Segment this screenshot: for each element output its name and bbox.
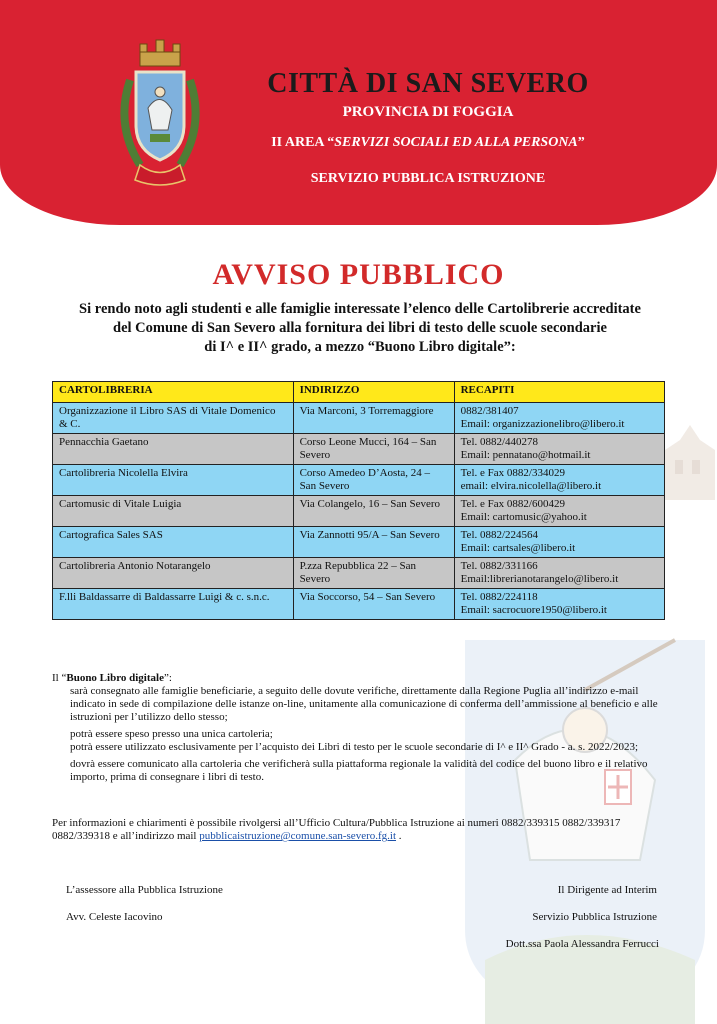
- table-row: [53, 403, 665, 434]
- header-indirizzo: INDIRIZZO: [293, 382, 454, 403]
- cell-contact-email: Email: cartomusic@yahoo.it: [460, 511, 587, 523]
- voucher-point-4: dovrà essere comunicato alla cartoleria che verificherà sulla piattaforma regionale la validità del codice del buono libro e il relativo importo, prima di consegnare i libri di testo.: [70, 758, 648, 783]
- cell-contact-email: Email: sacrocuore1950@libero.it: [460, 604, 607, 616]
- cell-contact-phone: Tel. e Fax 0882/600429: [460, 498, 565, 510]
- cell-cartolibreria: Organizzazione il Libro SAS di Vitale Domenico & C.: [53, 403, 294, 434]
- cell-indirizzo: Corso Leone Mucci, 164 – San Severo: [293, 434, 454, 465]
- watermark-building-fragment: [660, 420, 717, 500]
- intro-text: [40, 300, 680, 357]
- cell-cartolibreria: Cartomusic di Vitale Luigia: [53, 496, 294, 527]
- cell-indirizzo: Via Zannotti 95/A – San Severo: [293, 527, 454, 558]
- voucher-info: [52, 672, 664, 784]
- director-name: Dott.ssa Paola Alessandra Ferrucci: [505, 938, 659, 950]
- cell-recapiti: [454, 465, 664, 496]
- cell-recapiti: [454, 434, 664, 465]
- cell-recapiti: [454, 527, 664, 558]
- cell-contact-phone: Tel. 0882/440278: [460, 436, 539, 448]
- voucher-point-3: potrà essere utilizzato esclusivamente per l’acquisto dei Libri di testo per le scuole secondarie di I^ e II^ Grado - a. s. 2022/2023;: [70, 741, 639, 753]
- voucher-lead-bold: Buono Libro digitale: [66, 672, 164, 684]
- cell-recapiti: [454, 558, 664, 589]
- voucher-lead: Il “Buono Libro digitale”:: [52, 672, 172, 684]
- cell-cartolibreria: Cartolibreria Antonio Notarangelo: [53, 558, 294, 589]
- table-row: [53, 589, 665, 620]
- intro-line-2: del Comune di San Severo alla fornitura dei libri di testo delle scuole secondarie: [113, 320, 607, 336]
- cell-indirizzo: Via Marconi, 3 Torremaggiore: [293, 403, 454, 434]
- cell-recapiti: [454, 589, 664, 620]
- director-role: Il Dirigente ad Interim: [557, 884, 657, 896]
- city-name: CITTÀ DI SAN SEVERO: [267, 68, 589, 99]
- province-name: PROVINCIA DI FOGGIA: [342, 104, 514, 120]
- cell-contact-phone: Tel. 0882/224564: [460, 529, 539, 541]
- cell-contact-email: Email:librerianotarangelo@libero.it: [460, 573, 619, 585]
- director-service: Servizio Pubblica Istruzione: [532, 911, 657, 923]
- intro-line-3: di I^ e II^ grado, a mezzo “Buono Libro digitale”:: [204, 339, 516, 355]
- header-banner: [0, 0, 717, 225]
- contact-email-link[interactable]: pubblicaistruzione@comune.san-severo.fg.it: [199, 830, 397, 842]
- voucher-point-1: sarà consegnato alle famiglie beneficiarie, a seguito delle dovute verifiche, direttamente dalla Regione Puglia all’indirizzo e-mail indicato in sede di compilazione delle istanze on-line, unitamente alla comunicazione di conferma dell’ammissione al beneficio e alle istruzioni per l’utilizzo dello stesso;: [70, 685, 658, 723]
- cell-contact-phone: Tel. e Fax 0882/334029: [460, 467, 565, 479]
- cell-indirizzo: Via Soccorso, 54 – San Severo: [293, 589, 454, 620]
- voucher-point-2: potrà essere speso presso una unica cartoleria;: [70, 728, 273, 740]
- contact-info: Per informazioni e chiarimenti è possibile rivolgersi all’Ufficio Cultura/Pubblica Istruzione ai numeri 0882/339315 0882/339317 0882/339318 e all’indirizzo mail pubblicaistruzione@comune.san-severo.fg.it .: [52, 817, 621, 842]
- cell-contact-email: Email: pennatano@hotmail.it: [460, 449, 591, 461]
- bookstore-table: [52, 381, 665, 620]
- table-row: [53, 465, 665, 496]
- city-crest-emblem: [110, 30, 210, 200]
- cell-indirizzo: Corso Amedeo D’Aosta, 24 – San Severo: [293, 465, 454, 496]
- table-row: [53, 558, 665, 589]
- cell-cartolibreria: Cartografica Sales SAS: [53, 527, 294, 558]
- cell-recapiti: [454, 496, 664, 527]
- area-name-italic: SERVIZI SOCIALI ED ALLA PERSONA: [334, 135, 578, 150]
- assessor-name: Avv. Celeste Iacovino: [66, 911, 163, 923]
- table-row: [53, 527, 665, 558]
- cell-cartolibreria: Pennacchia Gaetano: [53, 434, 294, 465]
- cell-indirizzo: Via Colangelo, 16 – San Severo: [293, 496, 454, 527]
- cell-contact-phone: 0882/381407: [460, 405, 519, 417]
- header-cartolibreria: CARTOLIBRERIA: [53, 382, 294, 403]
- assessor-role: L’assessore alla Pubblica Istruzione: [66, 884, 223, 896]
- header-recapiti: RECAPITI: [454, 382, 664, 403]
- cell-recapiti: [454, 403, 664, 434]
- intro-line-1: Si rendo noto agli studenti e alle famiglie interessate l’elenco delle Cartolibrerie accreditate: [79, 301, 641, 317]
- cell-contact-email: Email: organizzazionelibro@libero.it: [460, 418, 625, 430]
- cell-contact-phone: Tel. 0882/331166: [460, 560, 538, 572]
- cell-indirizzo: P.zza Repubblica 22 – San Severo: [293, 558, 454, 589]
- table-row: [53, 496, 665, 527]
- notice-title: AVVISO PUBBLICO: [212, 258, 505, 291]
- cell-contact-email: Email: cartsales@libero.it: [460, 542, 576, 554]
- area-name: II AREA “SERVIZI SOCIALI ED ALLA PERSONA”: [271, 135, 585, 150]
- cell-cartolibreria: F.lli Baldassarre di Baldassarre Luigi & c. s.n.c.: [53, 589, 294, 620]
- cell-contact-phone: Tel. 0882/224118: [460, 591, 538, 603]
- cell-contact-email: email: elvira.nicolella@libero.it: [460, 480, 602, 492]
- table-row: [53, 434, 665, 465]
- cell-cartolibreria: Cartolibreria Nicolella Elvira: [53, 465, 294, 496]
- service-name: SERVIZIO PUBBLICA ISTRUZIONE: [310, 171, 546, 186]
- table-header-row: [53, 382, 665, 403]
